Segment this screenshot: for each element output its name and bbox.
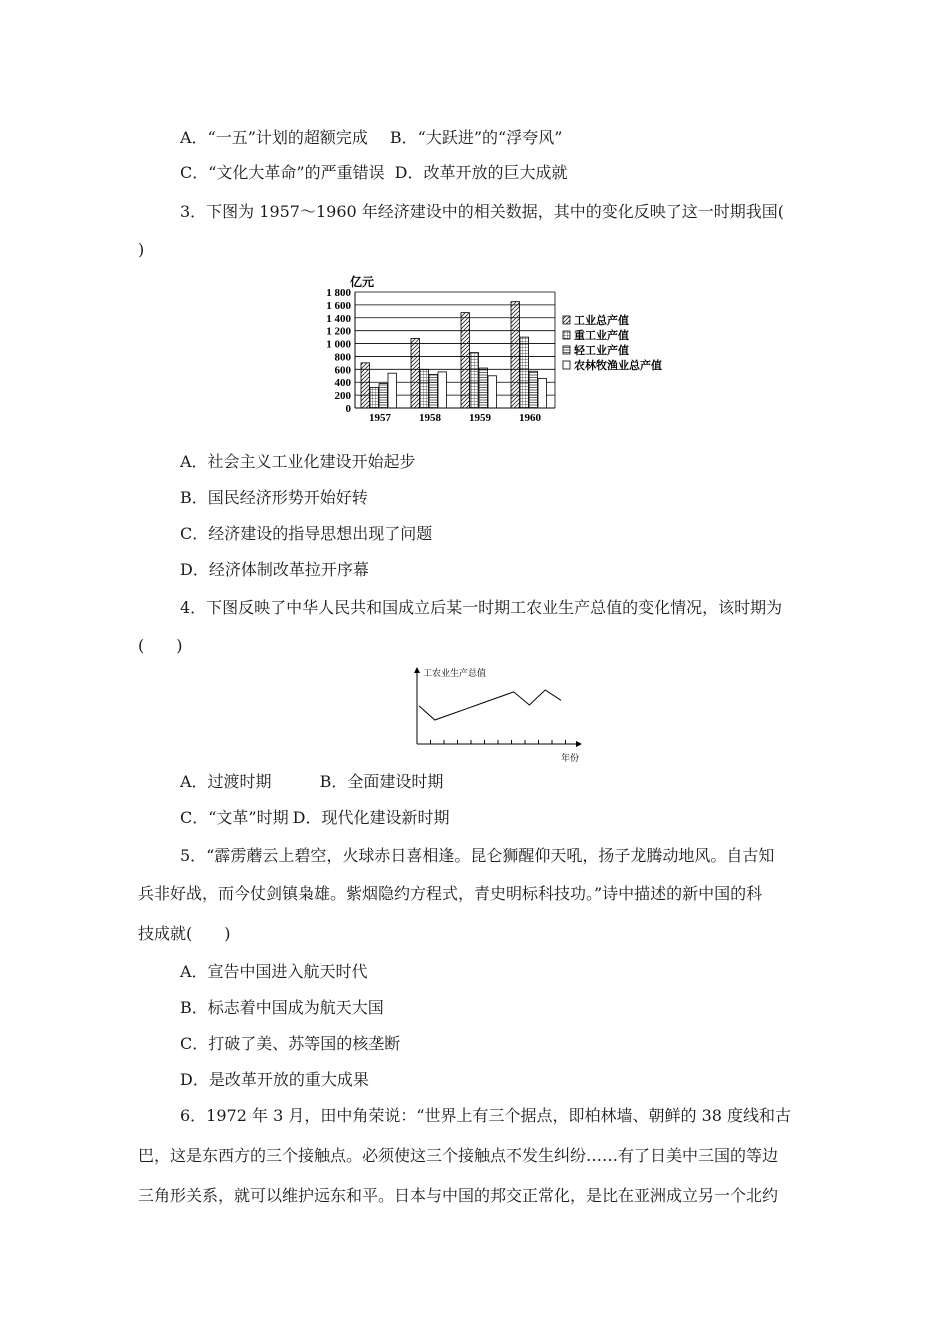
q5-option-b: B．标志着中国成为航天大国 [180,998,384,1017]
q5-stem-line-2: 兵非好战，而今仗剑镇枭雄。紫烟隐约方程式，青史明标科技功。”诗中描述的新中国的科 [138,884,763,903]
bar-chart-y-tick-label: 200 [334,390,351,403]
q4-options-row-1 [180,772,443,792]
q2-options-row-1 [180,128,562,148]
bar-chart-bar [411,338,420,408]
q4-stem-line-2: ( ) [138,636,183,655]
bar-chart-legend-swatch [563,331,570,339]
bar-chart-y-tick-label: 1 600 [326,299,351,312]
bar-chart-bar [420,369,429,408]
bar-chart [326,272,690,427]
q6-stem-line-3: 三角形关系，就可以维护远东和平。日本与中国的邦交正常化，是比在亚洲成立另一个北约 [138,1186,779,1205]
q2-option-a: A．“一五”计划的超额完成 [180,128,368,147]
bar-chart-x-tick-label: 1960 [519,412,541,424]
bar-chart-bar [361,363,370,408]
bar-chart-bar [429,374,438,408]
bar-chart-y-tick-label: 1 200 [326,325,351,338]
bar-chart-legend-swatch [563,361,570,369]
q5-option-c: C．打破了美、苏等国的核垄断 [180,1034,401,1053]
q2-option-d: D．改革开放的巨大成就 [394,163,568,182]
q6-stem-line-2: 巴，这是东西方的三个接触点。必须使这三个接触点不发生纠纷……有了日美中三国的等边 [138,1146,779,1165]
q3-stem-line-1: 3．下图为 1957～1960 年经济建设中的相关数据，其中的变化反映了这一时期我国( [180,202,785,221]
q5-stem-line-3: 技成就( ) [138,924,231,943]
q4-option-b: B．全面建设时期 [319,772,444,791]
q4-option-a: A．过渡时期 [180,772,272,791]
bar-chart-y-tick-label: 600 [334,364,351,377]
bar-chart-x-tick-label: 1958 [419,412,441,424]
bar-chart-bar [388,373,397,408]
q5-option-d: D．是改革开放的重大成果 [180,1070,369,1089]
bar-chart-bar [370,387,379,408]
bar-chart-bar [461,313,470,408]
bar-chart-bar [529,371,538,408]
bar-chart-bar [488,376,497,408]
q5-option-a: A．宣告中国进入航天时代 [180,962,368,981]
line-chart [405,664,595,766]
q4-options-row-2 [180,808,449,828]
bar-chart-y-tick-label: 1 400 [326,312,351,325]
bar-chart-legend-label: 工业总产值 [574,315,629,327]
bar-chart-bar [479,368,488,408]
bar-chart-bar [379,384,388,408]
bar-chart-legend-swatch [563,316,570,324]
q4-stem-line-1: 4．下图反映了中华人民共和国成立后某一时期工农业生产总值的变化情况，该时期为 [180,598,783,617]
bar-chart-y-tick-label: 1 800 [326,287,351,299]
bar-chart-y-tick-label: 400 [334,377,351,390]
bar-chart-legend-label: 轻工业产值 [574,345,629,357]
q3-option-d: D．经济体制改革拉开序幕 [180,560,369,579]
bar-chart-bar [470,353,479,408]
line-chart-series [419,690,561,720]
q2-option-b: B．“大跃进”的“浮夸风” [389,128,563,147]
bar-chart-bar [538,378,547,408]
q3-option-b: B．国民经济形势开始好转 [180,488,368,507]
line-chart-x-label: 年份 [561,753,580,763]
bar-chart-legend-label: 重工业产值 [574,330,629,342]
bar-chart-bar [520,337,529,408]
q4-option-c: C．“文革”时期 [180,808,289,827]
q5-stem-line-1: 5．“霹雳蘑云上碧空，火球赤日喜相逢。昆仑狮醒仰天吼，扬子龙腾动地风。自古知 [180,846,775,865]
q4-option-d: D．现代化建设新时期 [292,808,450,827]
bar-chart-y-tick-label: 1 000 [326,338,351,351]
bar-chart-bar [511,302,520,408]
bar-chart-legend-label: 农林牧渔业总产值 [574,360,662,372]
bar-chart-legend-swatch [563,346,570,354]
line-chart-y-label: 工农业生产总值 [423,668,487,678]
bar-chart-unit: 亿元 [350,275,375,289]
q2-option-c: C．“文化大革命”的严重错误 [180,163,385,182]
bar-chart-bar [438,372,447,408]
q3-stem-line-2: ) [138,240,145,259]
bar-chart-x-tick-label: 1957 [369,412,391,424]
bar-chart-x-tick-label: 1959 [469,412,491,424]
q3-option-a: A．社会主义工业化建设开始起步 [180,452,416,471]
q3-option-c: C．经济建设的指导思想出现了问题 [180,524,433,543]
q6-stem-line-1: 6．1972 年 3 月，田中角荣说：“世界上有三个据点，即柏林墙、朝鲜的 38 度线和古 [180,1106,792,1125]
q2-options-row-2 [180,163,567,183]
bar-chart-y-tick-label: 0 [345,403,351,415]
bar-chart-y-tick-label: 800 [334,351,351,364]
